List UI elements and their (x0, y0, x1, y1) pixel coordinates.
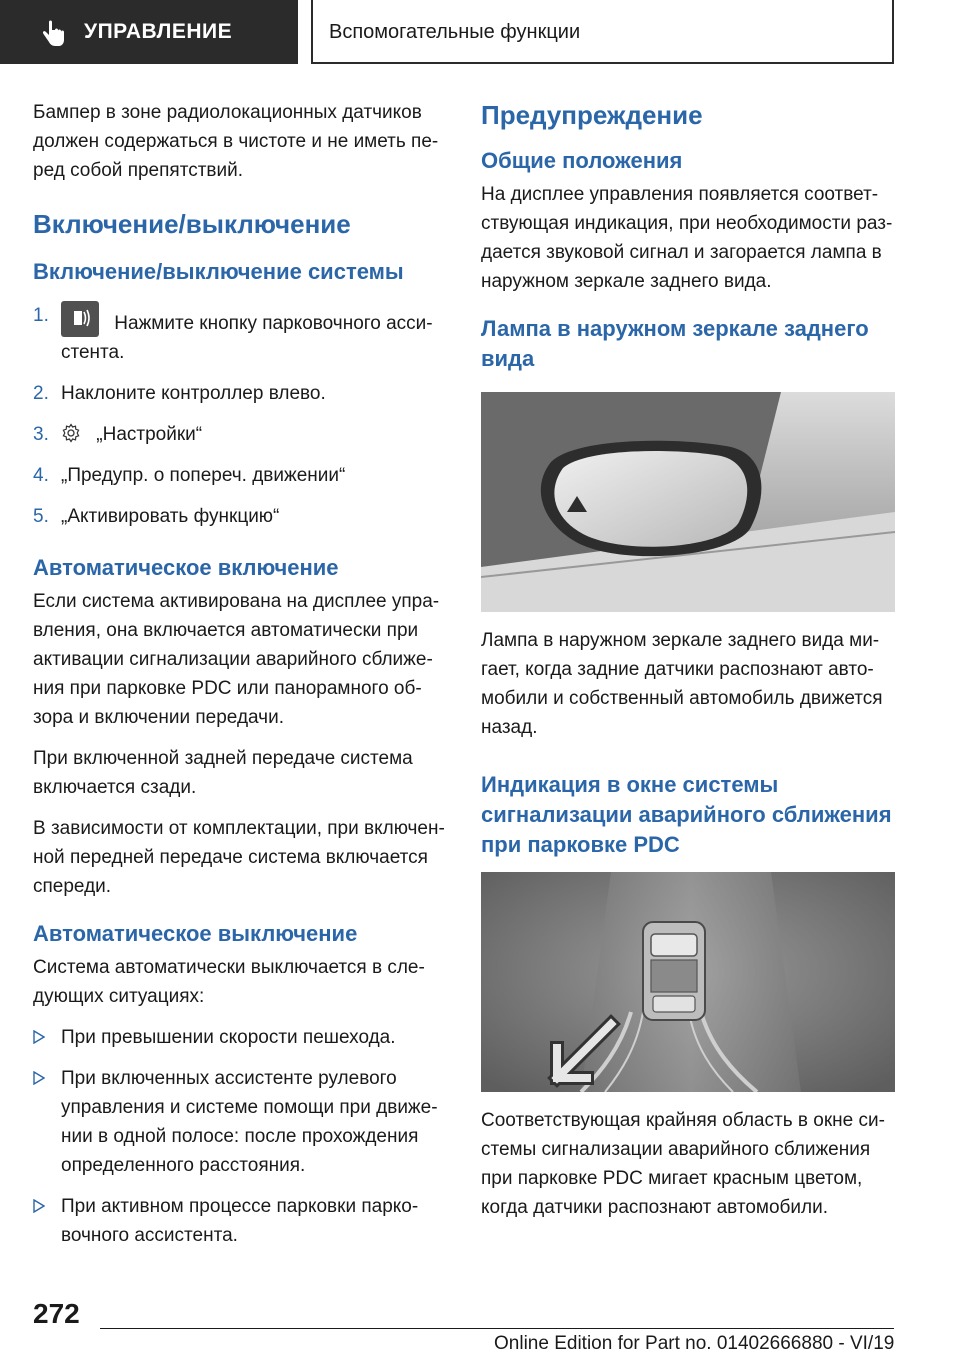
bullet-text: При превышении скорости пешехода. (61, 1027, 396, 1048)
park-sensor-icon (61, 301, 99, 337)
step-text: „Активировать функцию“ (61, 506, 280, 527)
footer-edition: Online Edition for Part no. 01402666880 - VI/19 (494, 1333, 895, 1354)
step-4 (33, 461, 449, 490)
heading-pdc: Индикация в окне системы сигнализации аварийного сближения при парковке PDC (481, 772, 892, 857)
triangle-bullet-icon (33, 1030, 45, 1044)
left-column (33, 98, 449, 1262)
heading-onoff-system: Включение/выключение системы (33, 259, 404, 284)
heading-general: Общие положения (481, 148, 683, 173)
step-number: 3. (33, 424, 49, 445)
mirror-lamp-illustration (481, 392, 895, 612)
chapter-title: УПРАВЛЕНИЕ (84, 20, 233, 43)
auto-on-paragraph-3: В зависимости от комплектации, при включен-ной передней передаче система включается спереди. (33, 818, 445, 897)
step-number: 2. (33, 383, 49, 404)
page-number: 272 (33, 1298, 80, 1329)
heading-warning: Предупреждение (481, 100, 703, 130)
section-tab (311, 0, 894, 64)
step-text: „Предупр. о попереч. движении“ (61, 465, 346, 486)
step-3 (33, 420, 449, 449)
step-5 (33, 502, 449, 531)
step-text: „Настройки“ (96, 424, 203, 445)
bullet-item (33, 1192, 449, 1250)
auto-on-paragraph-2: При включенной задней передаче система включается сзади. (33, 748, 413, 798)
bullet-item (33, 1023, 449, 1052)
parking-assistant-button-icon (61, 301, 99, 337)
chapter-tab (0, 0, 298, 64)
step-number: 5. (33, 506, 49, 527)
bullet-text: При активном процессе парковки парко-вочного ассистента. (61, 1196, 419, 1246)
hand-pointer-icon (40, 20, 66, 48)
pdc-paragraph: Соответствующая крайняя область в окне си-стемы сигнализации аварийного сближения при парковке PDC мигает красным цветом, когда датчики распознают автомобили. (481, 1110, 885, 1218)
steps-list (33, 301, 449, 531)
auto-off-bullets (33, 1023, 449, 1250)
bullet-text: При включенных ассистенте рулевого управления и системе помощи при движе-нии в одной полосе: после прохождения определенного расстояния. (61, 1068, 438, 1176)
section-title: Вспомогательные функции (329, 21, 581, 43)
heading-auto-on: Автоматическое включение (33, 555, 339, 580)
triangle-bullet-icon (33, 1071, 45, 1085)
right-column (481, 98, 895, 1234)
bullet-item (33, 1064, 449, 1180)
heading-lamp: Лампа в наружном зеркале заднего вида (481, 316, 869, 371)
step-text: Нажмите кнопку парковочного асси-стента. (61, 313, 433, 363)
footer-rule (100, 1328, 894, 1329)
pdc-display-illustration (481, 872, 895, 1092)
lamp-paragraph: Лампа в наружном зеркале заднего вида ми-гает, когда задние датчики распознают авто-мобили и собственный автомобиль движется назад. (481, 630, 883, 738)
auto-off-paragraph: Система автоматически выключается в сле-дующих ситуациях: (33, 957, 425, 1007)
auto-on-paragraph-1: Если система активирована на дисплее упра-вления, она включается автоматически при активации сигнализации аварийного сближе-ния при парковке PDC или панорамного об-зора и включении передачи. (33, 591, 440, 728)
step-number: 4. (33, 465, 49, 486)
step-2 (33, 379, 449, 408)
general-paragraph: На дисплее управления появляется соответ-ствующая индикация, при необходимости раз-дается звуковой сигнал и загорается лампа в наружном зеркале заднего вида. (481, 184, 893, 292)
heading-auto-off: Автоматическое выключение (33, 921, 358, 946)
step-text: Наклоните контроллер влево. (61, 383, 326, 404)
heading-onoff: Включение/выключение (33, 209, 351, 239)
gear-icon (61, 423, 81, 443)
intro-paragraph: Бампер в зоне радиолокационных датчиков должен содержаться в чистоте и не иметь пе-ред собой препятствий. (33, 102, 439, 181)
step-number: 1. (33, 305, 49, 326)
triangle-bullet-icon (33, 1199, 45, 1213)
step-1 (33, 301, 449, 367)
